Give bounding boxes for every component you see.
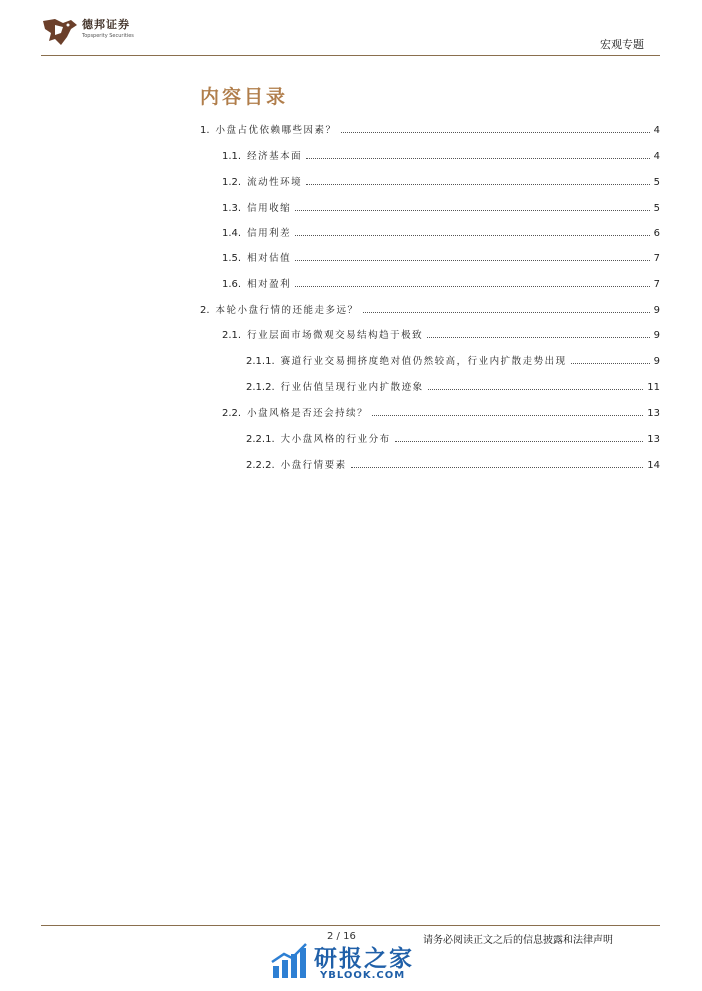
toc-entry-title: 经济基本面 (247, 151, 303, 162)
watermark-title: 研报之家 (314, 946, 414, 972)
toc-leader-dots (295, 234, 650, 236)
page-number: 2 / 16 (327, 931, 356, 942)
toc-entry-title: 本轮小盘行情的还能走多远？ (215, 305, 359, 316)
toc-entry[interactable] (246, 431, 660, 445)
toc-entry-page: 7 (653, 279, 660, 290)
toc-entry-title: 行业层面市场微观交易结构趋于极致 (247, 330, 424, 341)
toc-leader-dots (306, 183, 650, 185)
toc-entry-title: 行业估值呈现行业内扩散迹象 (280, 382, 424, 393)
toc-entry[interactable] (222, 148, 660, 162)
watermark (270, 938, 430, 988)
toc-entry-page: 4 (653, 125, 660, 136)
toc-entry[interactable] (222, 250, 660, 264)
toc-entry-number: 1.5. (222, 253, 242, 264)
toc-entry[interactable] (246, 353, 660, 367)
toc-entry[interactable] (222, 225, 660, 239)
toc-leader-dots (341, 131, 650, 133)
toc-entry-page: 13 (647, 408, 660, 419)
toc-entry-title: 大小盘风格的行业分布 (280, 434, 391, 445)
company-name-cn: 德邦证券 (82, 18, 130, 31)
toc-entry[interactable] (222, 276, 660, 290)
toc-entry-number: 2.1. (222, 330, 242, 341)
toc-entry[interactable] (222, 200, 660, 214)
report-type-label: 宏观专题 (600, 38, 644, 51)
company-logo-icon (41, 17, 79, 47)
company-logo-text (82, 18, 134, 40)
toc-entry-title: 流动性环境 (247, 177, 303, 188)
toc-entry[interactable] (200, 302, 660, 316)
toc-entry-number: 2.2.2. (246, 460, 275, 471)
toc-leader-dots (351, 466, 644, 468)
toc-leader-dots (306, 157, 650, 159)
toc-entry-page: 13 (647, 434, 660, 445)
toc-entry-number: 1. (200, 125, 210, 136)
toc-entry-number: 1.1. (222, 151, 242, 162)
toc-entry-number: 1.3. (222, 203, 242, 214)
toc-entry-number: 2.2.1. (246, 434, 275, 445)
toc-entry-title: 小盘占优依赖哪些因素？ (215, 125, 337, 136)
toc-leader-dots (372, 414, 643, 416)
toc-leader-dots (295, 285, 650, 287)
footer-divider (41, 925, 660, 926)
toc-entry-number: 1.4. (222, 228, 242, 239)
toc-entry-number: 1.2. (222, 177, 242, 188)
toc-entry[interactable] (222, 405, 660, 419)
toc-leader-dots (295, 209, 650, 211)
toc-entry-page: 5 (653, 177, 660, 188)
toc-entry[interactable] (246, 379, 660, 393)
toc-entry-page: 6 (653, 228, 660, 239)
toc-entry-page: 11 (647, 382, 660, 393)
toc-entry-title: 赛道行业交易拥挤度绝对值仍然较高，行业内扩散走势出现 (280, 356, 567, 367)
toc-entry-page: 7 (653, 253, 660, 264)
legal-disclaimer: 请务必阅读正文之后的信息披露和法律声明 (423, 935, 613, 946)
toc-entry[interactable] (200, 122, 660, 136)
bar-chart-icon (270, 942, 308, 980)
toc-leader-dots (428, 388, 644, 390)
toc-entry-title: 小盘风格是否还会持续？ (247, 408, 369, 419)
toc-title: 内容目录 (200, 86, 289, 108)
toc-entry-number: 2.1.1. (246, 356, 275, 367)
toc-entry-number: 2.1.2. (246, 382, 275, 393)
toc-entry-page: 14 (647, 460, 660, 471)
toc-entry-number: 2.2. (222, 408, 242, 419)
toc-entry-title: 相对盈利 (247, 279, 292, 290)
toc-entry[interactable] (246, 457, 660, 471)
toc-entry-number: 2. (200, 305, 210, 316)
toc-leader-dots (571, 362, 650, 364)
toc-leader-dots (363, 311, 650, 313)
toc-entry[interactable] (222, 174, 660, 188)
company-name-en: Topsperity Securities (82, 33, 134, 39)
toc-leader-dots (427, 336, 650, 338)
toc-leader-dots (395, 440, 644, 442)
toc-entry-page: 9 (653, 330, 660, 341)
watermark-url: YBLOOK.COM (320, 970, 406, 981)
toc-entry-title: 信用收缩 (247, 203, 292, 214)
toc-entry-title: 相对估值 (247, 253, 292, 264)
toc-entry-number: 1.6. (222, 279, 242, 290)
toc-entry-page: 5 (653, 203, 660, 214)
toc-entry-page: 9 (653, 305, 660, 316)
toc-entry-title: 小盘行情要素 (280, 460, 347, 471)
toc-entry-page: 4 (653, 151, 660, 162)
toc-entry[interactable] (222, 327, 660, 341)
header-divider (41, 55, 660, 56)
toc-entry-page: 9 (653, 356, 660, 367)
toc-leader-dots (295, 259, 650, 261)
toc-entry-title: 信用利差 (247, 228, 292, 239)
